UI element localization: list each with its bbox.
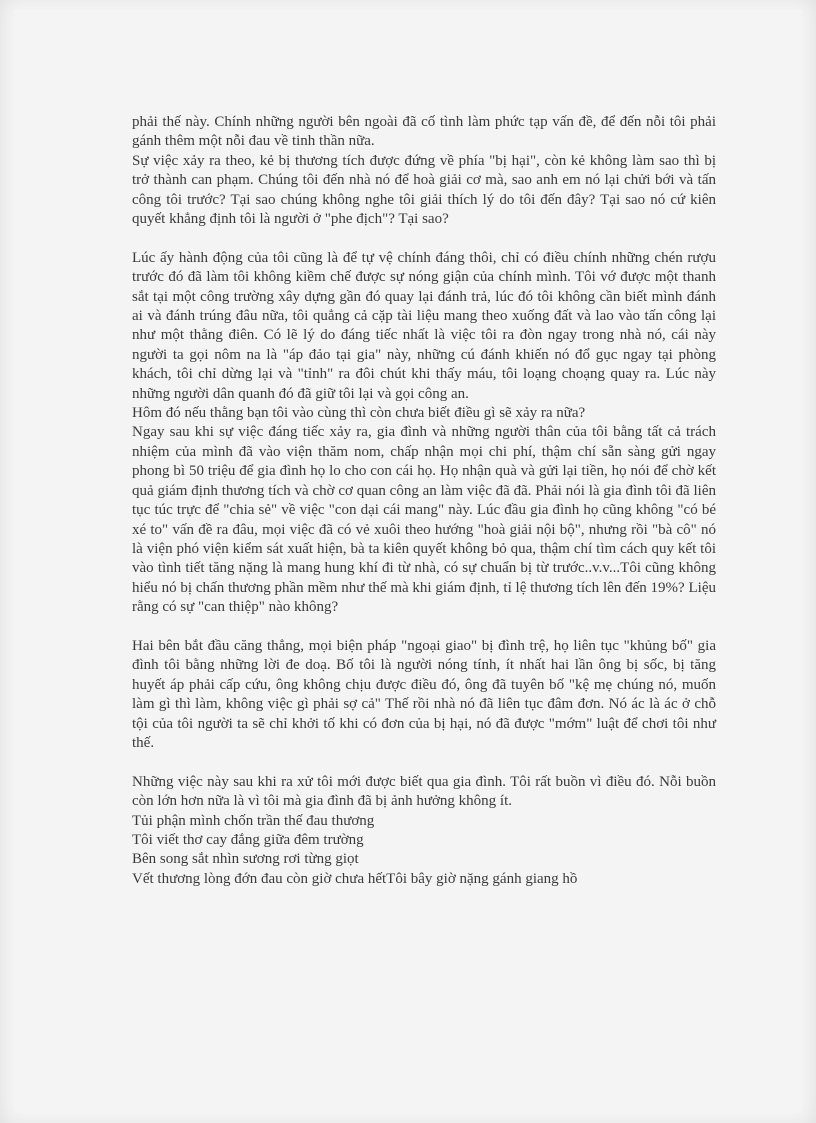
paragraph: Sự việc xảy ra theo, kẻ bị thương tích được đứng về phía "bị hại", còn kẻ không làm sao thì bị trở thành can phạm. Chúng tôi đến nhà nó để hoà giải cơ mà, sao anh em nó lại chửi bới và tấn công tôi trước? Tại sao chúng không nghe tôi giải thích lý do tôi đến đây? Tại sao nó cứ kiên quyết khẳng định tôi là người ở "phe địch"? Tại sao? (132, 152, 716, 228)
verse-line: Bên song sắt nhìn sương rơi từng giọt (132, 851, 359, 868)
paragraph-spacer (132, 753, 716, 772)
verse-line: Vết thương lòng đớn đau còn giờ chưa hếtTôi bây giờ nặng gánh giang hồ (132, 870, 578, 887)
paragraph: Hai bên bắt đầu căng thẳng, mọi biện pháp "ngoại giao" bị đình trệ, họ liên tục "khủng bố" gia đình tôi bằng những lời đe doạ. Bố tôi là người nóng tính, ít nhất hai lần ông bị sốc, bị tăng huyết áp phải cấp cứu, ông không chịu được điều đó, ông đã tuyên bố "kệ mẹ chúng nó, muốn làm gì thì làm, không việc gì phải sợ cả" Thế rồi nhà nó đã liên tục đâm đơn. Nó ác là ác ở chỗ tội của tôi người ta sẽ chỉ khởi tố khi có đơn của bị hại, nó đã được "mớm" luật để chơi tôi như thế. (132, 637, 716, 751)
body-text (132, 113, 716, 889)
paragraph: phải thế này. Chính những người bên ngoài đã cố tình làm phức tạp vấn đề, để đến nỗi tôi phải gánh thêm một nỗi đau về tinh thần nữa. (132, 114, 716, 150)
verse-line: Tủi phận mình chốn trần thế đau thương (132, 812, 375, 829)
paragraph: Ngay sau khi sự việc đáng tiếc xảy ra, gia đình và những người thân của tôi bằng tất cả trách nhiệm của mình đã vào viện thăm nom, chấp nhận mọi chi phí, thậm chí sẵn sàng gửi ngay phong bì 50 triệu để gia đình họ lo cho con cái họ. Họ nhận quà và gửi lại tiền, họ nói để chờ kết quả giám định thương tích và chờ cơ quan công an làm việc đã đã. Phải nói là gia đình tôi đã liên tục túc trực để "chia sẻ" về việc "con dại cái mang" này. Lúc đầu gia đình họ cũng không "có bé xé to" vấn đề ra đâu, mọi việc đã có vẻ xuôi theo hướng "hoà giải nội bộ", nhưng rồi "bà cô" nó là viện phó viện kiểm sát xuất hiện, bà ta kiên quyết không bỏ qua, thậm chí tìm cách quy kết tôi vào tình tiết tăng nặng là mang hung khí đi từ nhà, có sự chuẩn bị từ trước..v.v...Tôi cũng không hiểu nó bị chấn thương phần mềm như thế mà khi giám định, tỉ lệ thương tích lên đến 19%? Liệu rằng có sự "can thiệp" nào không? (132, 424, 716, 616)
paragraph: Những việc này sau khi ra xử tôi mới được biết qua gia đình. Tôi rất buồn vì điều đó. Nỗi buồn còn lớn hơn nữa là vì tôi mà gia đình đã bị ảnh hưởng không ít. (132, 773, 716, 810)
paragraph: Lúc ấy hành động của tôi cũng là để tự vệ chính đáng thôi, chỉ có điều chính những chén rượu trước đó đã làm tôi không kiềm chế được sự nóng giận của chính mình. Tôi vớ được một thanh sắt tại một công trường xây dựng gần đó quay lại đánh trả, lúc đó tôi không cần biết mình đánh ai và đánh trúng đâu nữa, tôi quẳng cả cặp tài liệu mang theo xuống đất và lao vào tấn công lại như một thằng điên. Có lẽ lý do đáng tiếc nhất là việc tôi ra đòn ngay trong nhà nó, cái này người ta gọi nôm na là "áp đảo tại gia" này, những cú đánh khiến nó đổ gục ngay tại phòng khách, tôi chỉ dừng lại và "tỉnh" ra đôi chút khi thấy máu, tôi loạng choạng quay ra. Lúc này những người dân quanh đó đã giữ tôi lại và gọi công an. (132, 249, 716, 402)
paragraph: Hôm đó nếu thằng bạn tôi vào cùng thì còn chưa biết điều gì sẽ xảy ra nữa? (132, 405, 586, 422)
paragraph-spacer (132, 618, 716, 637)
verse-line: Tôi viết thơ cay đắng giữa đêm trường (132, 831, 364, 848)
paragraph-spacer (132, 229, 716, 248)
document-page (14, 10, 802, 1113)
